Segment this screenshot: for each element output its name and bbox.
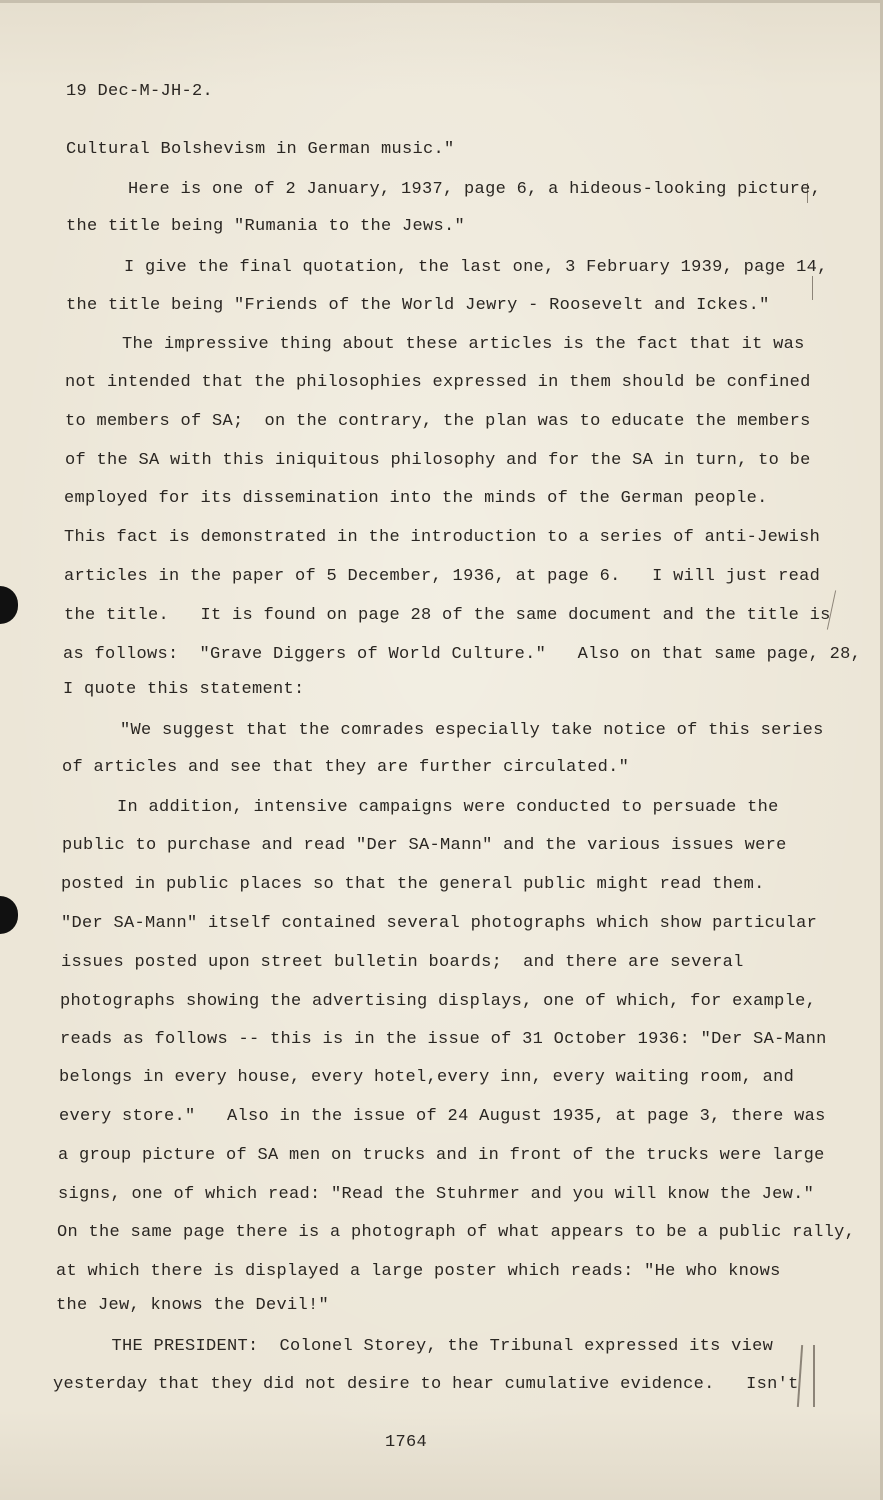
text-line: "Der SA-Mann" itself contained several photographs which show particular — [61, 914, 818, 933]
quoted-text-line: of articles and see that they are further circulated." — [62, 758, 630, 777]
text-line: a group picture of SA men on trucks and in front of the trucks were large — [58, 1146, 825, 1165]
speaker-line: THE PRESIDENT: Colonel Storey, the Tribunal expressed its view — [80, 1337, 774, 1356]
text-line: photographs showing the advertising displays, one of which, for example, — [60, 992, 817, 1011]
text-line: the title being "Rumania to the Jews." — [66, 217, 466, 236]
top-edge — [0, 0, 883, 3]
text-line: the title being "Friends of the World Jewry - Roosevelt and Ickes." — [66, 296, 770, 315]
text-line: public to purchase and read "Der SA-Mann" and the various issues were — [62, 836, 787, 855]
text-line: This fact is demonstrated in the introduction to a series of anti-Jewish — [64, 528, 821, 547]
text-line: The impressive thing about these articles is the fact that it was — [80, 335, 805, 354]
page-number: 1764 — [385, 1433, 428, 1452]
text-line: On the same page there is a photograph of what appears to be a public rally, — [57, 1223, 856, 1242]
text-line: articles in the paper of 5 December, 1936, at page 6. I will just read — [64, 567, 821, 586]
text-line: issues posted upon street bulletin boards; and there are several — [61, 953, 744, 972]
punch-hole-lower — [0, 896, 18, 934]
text-line: of the SA with this iniquitous philosophy and for the SA in turn, to be — [65, 451, 811, 470]
text-line: Cultural Bolshevism in German music." — [66, 140, 455, 159]
text-line: reads as follows -- this is in the issue of 31 October 1936: "Der SA-Mann — [60, 1030, 827, 1049]
text-line: not intended that the philosophies expressed in them should be confined — [65, 373, 811, 392]
text-line: the Jew, knows the Devil!" — [56, 1296, 330, 1315]
quoted-text-line: "We suggest that the comrades especially take notice of this series — [78, 721, 824, 740]
text-line: I quote this statement: — [63, 680, 305, 699]
punch-hole-upper — [0, 586, 18, 624]
text-line: I give the final quotation, the last one, 3 February 1939, page 14, — [82, 258, 828, 277]
text-line: at which there is displayed a large poster which reads: "He who knows — [56, 1262, 781, 1281]
text-line: as follows: "Grave Diggers of World Culture." Also on that same page, 28, — [63, 645, 862, 664]
text-line: the title. It is found on page 28 of the same document and the title is — [64, 606, 831, 625]
margin-mark — [812, 276, 813, 300]
text-line: every store." Also in the issue of 24 August 1935, at page 3, there was — [59, 1107, 826, 1126]
text-line: to members of SA; on the contrary, the plan was to educate the members — [65, 412, 811, 431]
document-header: 19 Dec-M-JH-2. — [66, 82, 214, 101]
text-line: belongs in every house, every hotel,every inn, every waiting room, and — [59, 1068, 795, 1087]
text-line: signs, one of which read: "Read the Stuhrmer and you will know the Jew." — [58, 1185, 815, 1204]
text-line: employed for its dissemination into the minds of the German people. — [64, 489, 768, 508]
text-line: yesterday that they did not desire to hear cumulative evidence. Isn't — [53, 1375, 799, 1394]
text-line: In addition, intensive campaigns were conducted to persuade the — [75, 798, 779, 817]
margin-bracket-mark — [813, 1345, 815, 1407]
text-line: Here is one of 2 January, 1937, page 6, a hideous-looking picture, — [86, 180, 822, 199]
text-line: posted in public places so that the general public might read them. — [61, 875, 765, 894]
